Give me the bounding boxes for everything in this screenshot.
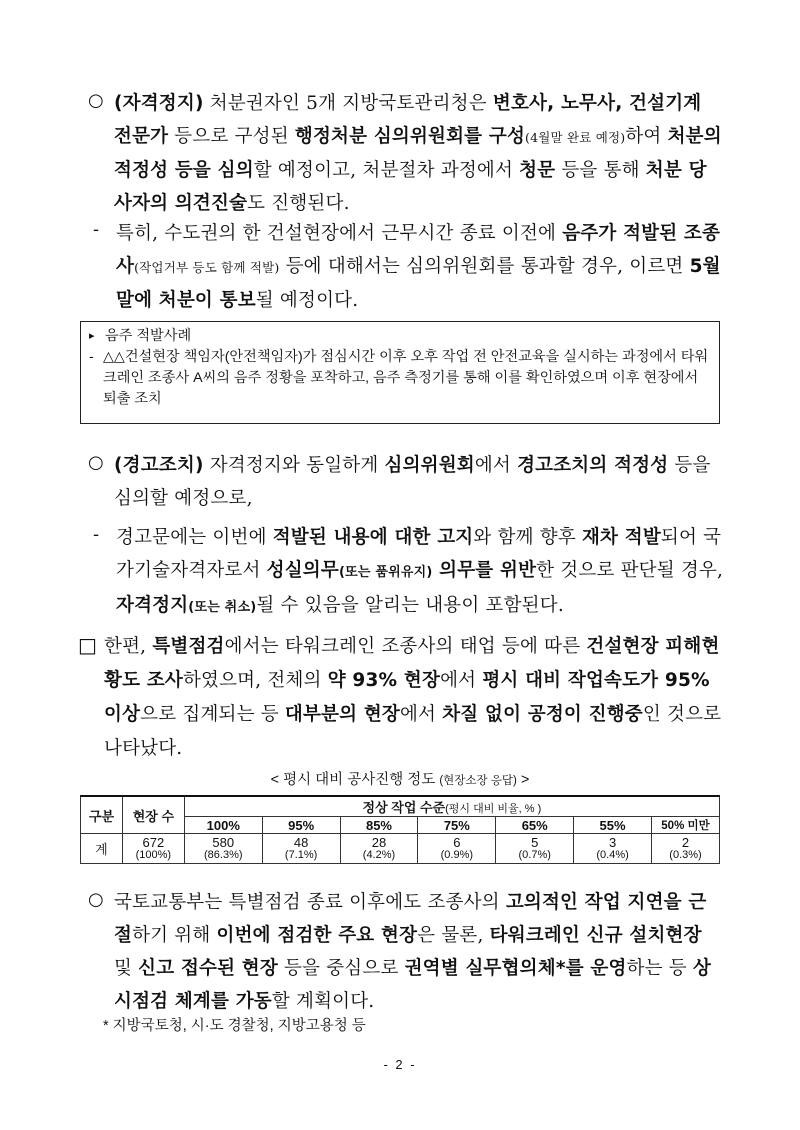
level-header: 100%	[184, 817, 262, 834]
table-header-row	[81, 796, 720, 817]
table-cell: 580 (86.3%)	[184, 834, 262, 864]
progress-table	[80, 795, 720, 864]
case-box	[80, 321, 720, 424]
level-header: 50% 미만	[652, 817, 720, 834]
case-box-header	[89, 326, 711, 347]
dash-bullet: -	[93, 219, 100, 240]
table-cell: 5 (0.7%)	[496, 834, 574, 864]
table-cell: 28 (4.2%)	[340, 834, 418, 864]
paragraph-special-inspection: 한편, 특별점검에서는 타워크레인 조종사의 태업 등에 따른 건설현장 피해현황도 조사하였으며, 전체의 약 93% 현장에서 평시 대비 작업속도가 95% 이상으로 집계되는 등 대부분의 현장에서 차질 없이 공정이 진행중인 것으로 나타났다.	[104, 636, 722, 759]
level-header: 75%	[418, 817, 496, 834]
table-cell: 48 (7.1%)	[262, 834, 340, 864]
triangle-bullet-icon: ▸	[89, 330, 95, 342]
header-category: 구분	[81, 796, 123, 834]
case-box-item: - △△건설현장 책임자(안전책임자)가 점심시간 이후 오후 작업 전 안전교육을 실시하는 과정에서 타워크레인 조종사 A씨의 음주 정황을 포착하고, 음주 측정기를 통해 이를 확인하였으며 이후 현장에서 퇴출 조치	[89, 347, 711, 410]
level-header: 55%	[574, 817, 652, 834]
paragraph-warning-letter: 경고문에는 이번에 적발된 내용에 대한 고지와 함께 향후 재차 적발되어 국가기술자격자로서 성실의무(또는 품위유지) 의무를 위반한 것으로 판단될 경우, 자격정지(또는 취소)될 수 있음을 알리는 내용이 포함된다.	[116, 527, 724, 616]
dash-bullet: -	[93, 524, 100, 545]
paragraph-qualification-suspension: (자격정지) 처분권자인 5개 지방국토관리청은 변호사, 노무사, 건설기계 전문가 등으로 구성된 행정처분 심의위원회를 구성(4월말 완료 예정)하여 처분의 적정성 등을 심의할 예정이고, 처분절차 과정에서 청문 등을 통해 처분 당사자의 의견진술도 진행된다.	[114, 93, 722, 214]
row-label: 계	[81, 834, 123, 864]
circle-bullet: ○	[88, 889, 104, 910]
table-cell: 6 (0.9%)	[418, 834, 496, 864]
emphasis: (자격정지)	[114, 93, 204, 114]
case-box-text: △△건설현장 책임자(안전책임자)가 점심시간 이후 오후 작업 전 안전교육을 실시하는 과정에서 타워크레인 조종사 A씨의 음주 정황을 포착하고, 음주 측정기를 통해 이를 확인하였으며 이후 현장에서 퇴출 조치	[103, 349, 709, 407]
paragraph-ongoing-inspection: 국토교통부는 특별점검 종료 이후에도 조종사의 고의적인 작업 지연을 근절하기 위해 이번에 점검한 주요 현장은 물론, 타워크레인 신규 설치현장 및 신고 접수된 현장 등을 중심으로 권역별 실무협의체*를 운영하는 등 상시점검 체계를 가동할 계획이다.	[114, 892, 712, 1012]
circle-bullet: ○	[88, 452, 104, 473]
paragraph-warning: (경고조치) 자격정지와 동일하게 심의위원회에서 경고조치의 적정성 등을 심의할 예정으로,	[114, 455, 711, 509]
case-box-title: 음주 적발사례	[105, 328, 192, 344]
page-number: - 2 -	[383, 1057, 417, 1072]
header-site-count: 현장 수	[122, 796, 184, 834]
header-work-level: 정상 작업 수준(평시 대비 비율, % )	[184, 796, 719, 817]
paragraph-drunk-operator: 특히, 수도권의 한 건설현장에서 근무시간 종료 이전에 음주가 적발된 조종사(작업거부 등도 함께 적발) 등에 대해서는 심의위원회를 통과할 경우, 이르면 5월말에 처분이 통보될 예정이다.	[116, 223, 721, 311]
table-cell: 2 (0.3%)	[652, 834, 720, 864]
square-bullet: □	[78, 633, 97, 657]
total-cell: 672 (100%)	[122, 834, 184, 864]
table-row	[81, 834, 720, 864]
table-caption: < 평시 대비 공사진행 정도 (현장소장 응답) >	[270, 772, 530, 788]
level-header: 85%	[340, 817, 418, 834]
level-header: 65%	[496, 817, 574, 834]
level-header: 95%	[262, 817, 340, 834]
footnote: * 지방국토청, 시·도 경찰청, 지방고용청 등	[103, 1018, 366, 1034]
table-cell: 3 (0.4%)	[574, 834, 652, 864]
circle-bullet: ○	[88, 90, 104, 111]
